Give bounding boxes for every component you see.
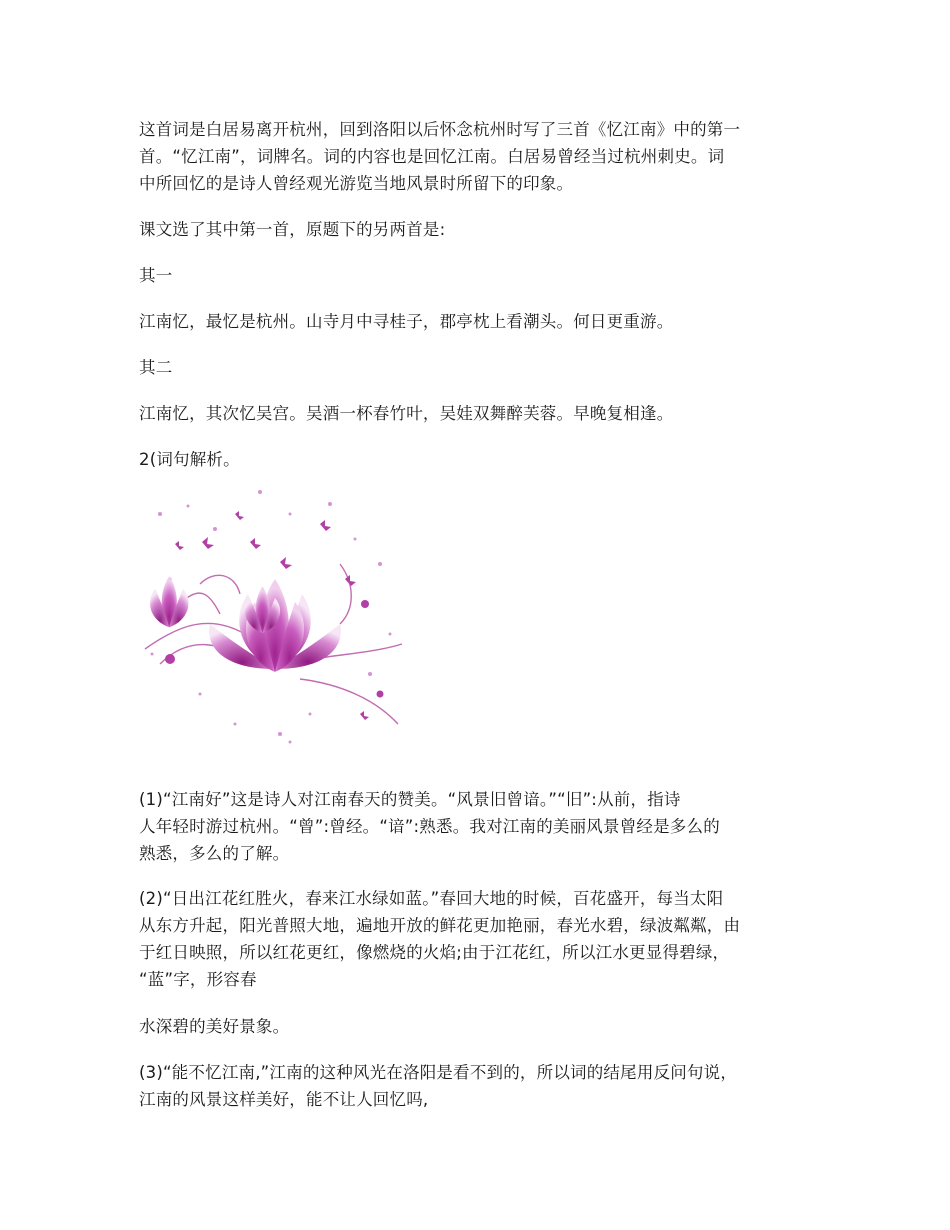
analysis-3 bbox=[139, 1059, 819, 1113]
analysis-2-continued bbox=[139, 1013, 819, 1040]
analysis-3-line-2: 江南的风景这样美好，能不让人回忆吗, bbox=[139, 1090, 429, 1109]
intro-line-3: 中所回忆的是诗人曾经观光游览当地风景时所留下的印象。 bbox=[139, 174, 574, 193]
poem1-heading bbox=[139, 262, 819, 289]
poem1-text bbox=[139, 308, 819, 335]
section-title-text: 2(词句解析。 bbox=[139, 450, 240, 469]
analysis-1-line-3: 熟悉，多么的了解。 bbox=[139, 844, 290, 863]
analysis-2-line-2: 从东方升起，阳光普照大地，遍地开放的鲜花更加艳丽，春光水碧，绿波粼粼，由 bbox=[139, 916, 741, 935]
poem2-body: 江南忆，其次忆吴宫。吴酒一杯春竹叶，吴娃双舞醉芙蓉。早晚复相逢。 bbox=[139, 404, 674, 423]
section-title bbox=[139, 446, 819, 473]
analysis-1-line-1: (1)“江南好”这是诗人对江南春天的赞美。“风景旧曾谙。”“旧”:从前，指诗 bbox=[139, 790, 681, 809]
analysis-2-line-4: “蓝”字，形容春 bbox=[139, 970, 257, 989]
analysis-2-line-3: 于红日映照，所以红花更红，像燃烧的火焰;由于江花红，所以江水更显得碧绿， bbox=[139, 943, 730, 962]
intro-paragraph bbox=[139, 116, 819, 197]
poem2-text bbox=[139, 400, 819, 427]
poem1-heading-text: 其一 bbox=[139, 266, 173, 285]
intro-line-1: 这首词是白居易离开杭州，回到洛阳以后怀念杭州时写了三首《忆江南》中的第一 bbox=[139, 120, 741, 139]
lotus-illustration bbox=[140, 484, 410, 754]
analysis-1-line-2: 人年轻时游过杭州。“曾”:曾经。“谙”:熟悉。我对江南的美丽风景曾经是多么的 bbox=[139, 817, 720, 836]
analysis-2 bbox=[139, 885, 819, 993]
intro-line-2: 首。“忆江南”，词牌名。词的内容也是回忆江南。白居易曾经当过杭州刺史。词 bbox=[139, 147, 725, 166]
analysis-3-line-1: (3)“能不忆江南,”江南的这种风光在洛阳是看不到的，所以词的结尾用反问句说， bbox=[139, 1063, 738, 1082]
selection-note-text: 课文选了其中第一首，原题下的另两首是: bbox=[139, 220, 446, 239]
selection-note bbox=[139, 216, 819, 243]
lotus-flower-icon bbox=[140, 484, 410, 754]
analysis-1 bbox=[139, 786, 819, 867]
poem1-body: 江南忆，最忆是杭州。山寺月中寻桂子，郡亭枕上看潮头。何日更重游。 bbox=[139, 312, 674, 331]
poem2-heading bbox=[139, 354, 819, 381]
poem2-heading-text: 其二 bbox=[139, 358, 173, 377]
analysis-2b-line-1: 水深碧的美好景象。 bbox=[139, 1017, 290, 1036]
analysis-2-line-1: (2)“日出江花红胜火，春来江水绿如蓝。”春回大地的时候，百花盛开，每当太阳 bbox=[139, 889, 724, 908]
